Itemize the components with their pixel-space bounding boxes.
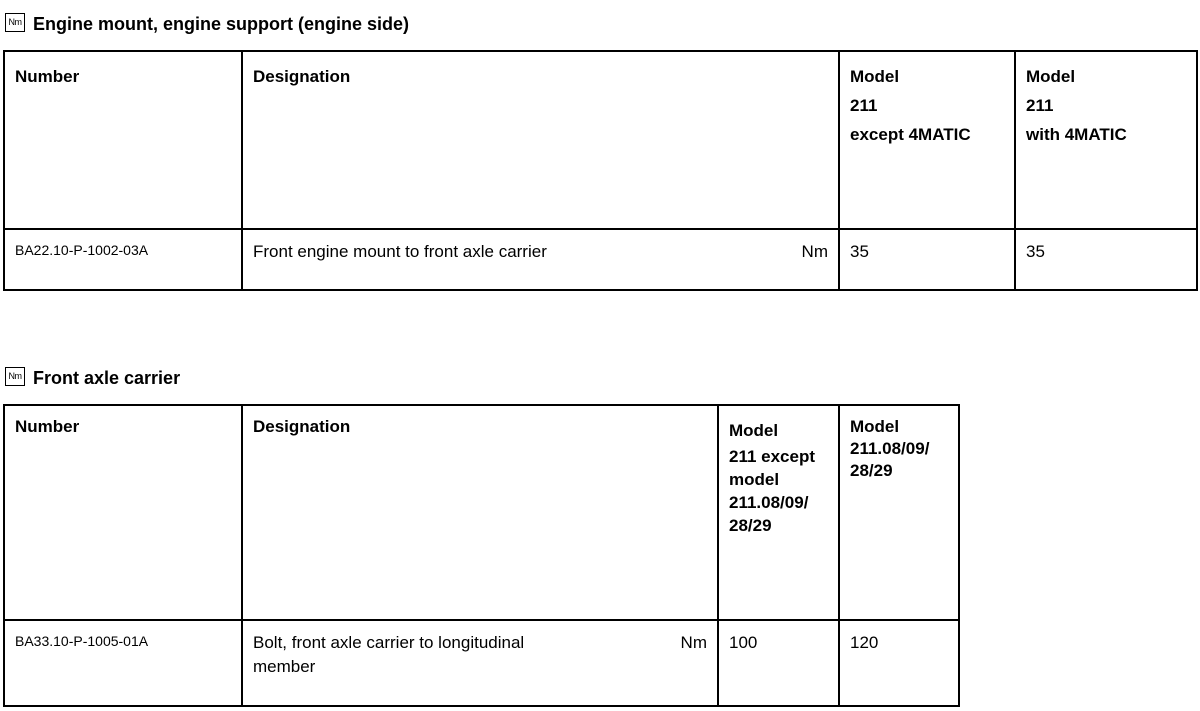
unit-label: Nm (801, 242, 828, 261)
header-line: Model (850, 417, 900, 436)
row-value-a: 35 (839, 229, 1015, 290)
header-designation: Designation (242, 51, 839, 229)
header-line: 211.08/09/ (850, 439, 930, 458)
header-model-b (839, 405, 959, 620)
header-line: 28/29 (729, 516, 772, 535)
header-line: model (729, 470, 780, 489)
header-model-b (1015, 51, 1197, 229)
header-line: 28/29 (850, 461, 893, 480)
front-axle-carrier-table (3, 404, 960, 707)
table-row (4, 229, 1197, 290)
header-model-a (718, 405, 839, 620)
table-row (4, 620, 959, 706)
header-number: Number (4, 51, 242, 229)
table-header-row (4, 51, 1197, 229)
header-line: Model (729, 421, 779, 440)
header-line: 211 (850, 96, 878, 115)
row-value-a: 100 (718, 620, 839, 706)
engine-mount-table (3, 50, 1198, 291)
header-line: 211 (1026, 96, 1054, 115)
section-title-engine-mount (5, 13, 409, 35)
row-designation (242, 620, 718, 706)
designation-line: Bolt, front axle carrier to longitudinal (253, 633, 525, 652)
row-number: BA33.10-P-1005-01A (4, 620, 242, 706)
header-designation: Designation (242, 405, 718, 620)
designation-line: member (253, 657, 316, 676)
unit-label: Nm (680, 633, 707, 652)
torque-nm-icon: Nm (5, 13, 25, 32)
designation-text (253, 631, 524, 679)
header-line: except 4MATIC (850, 125, 971, 144)
section-title-text: Engine mount, engine support (engine side) (33, 13, 410, 34)
header-model-a (839, 51, 1015, 229)
torque-nm-icon: Nm (5, 367, 25, 386)
row-designation (242, 229, 839, 290)
header-line: Model (1026, 67, 1076, 86)
header-line: Model (850, 67, 900, 86)
designation-text: Front engine mount to front axle carrier (253, 242, 547, 261)
row-value-b: 120 (839, 620, 959, 706)
header-line: 211.08/09/ (729, 493, 809, 512)
header-line: with 4MATIC (1026, 125, 1127, 144)
row-value-b: 35 (1015, 229, 1197, 290)
section-title-text: Front axle carrier (33, 367, 181, 388)
row-number: BA22.10-P-1002-03A (4, 229, 242, 290)
header-number: Number (4, 405, 242, 620)
header-line: 211 except (729, 447, 816, 466)
section-title-front-axle-carrier (5, 367, 180, 389)
table-header-row (4, 405, 959, 620)
